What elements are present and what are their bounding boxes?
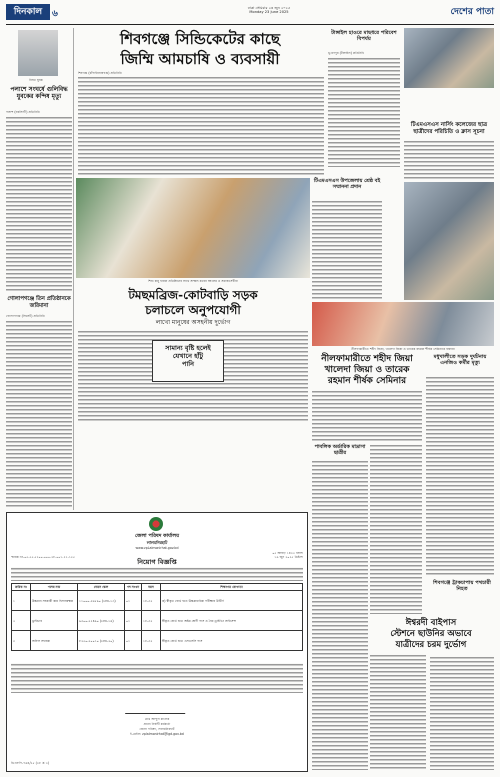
column-body-3 — [370, 444, 422, 614]
shaman-box — [152, 340, 224, 382]
ad-table — [11, 583, 303, 651]
ad-place: লালমনিরহাট — [146, 540, 168, 545]
cell: অফিস সহায়ক — [31, 631, 78, 651]
masthead — [6, 4, 494, 24]
th-qualification: শিক্ষাগত যোগ্যতা — [161, 584, 303, 591]
right-bottom-headline: শিবগঞ্জে ট্রাকচাপায় পথচারী নিহত — [433, 580, 491, 593]
tomo-subhead: লাখো মানুষের অসহনীয় দুর্ভোগ — [155, 319, 231, 326]
cell: ১১০০০-২৬৫৯০ (গ্রেড-১৩) — [78, 591, 125, 611]
cell: ১৮-৩২ — [142, 611, 161, 631]
nilphamari-headline: নীলফামারীতে শহীদ জিয়া — [321, 354, 413, 364]
left-byline: পলাশ (নরসিংদী) প্রতিনিধি — [6, 110, 40, 114]
ad-memo: স্মারক নং-০৫.৫৫.৫২০০.০০০.২৮.০০১.২১-১২৫ — [11, 555, 75, 559]
nilphamari-headline-3: রহমান শীর্ষক সেমিনার — [327, 376, 407, 386]
portrait-photo — [18, 30, 58, 76]
left-headline: পলাশে সংঘর্ষে গুলিবিদ্ধ যুবকের কন্দিষ মৃত্যু — [10, 86, 68, 100]
cell: ০১ — [125, 591, 142, 611]
tomo-headline: টমছমব্রিজ-কোটবাড়ি সড়ক — [128, 288, 258, 302]
right-mid-body — [426, 376, 494, 576]
ishwardi-body — [370, 654, 426, 770]
ad-code: ডিএফপি-৭৬৪/২৫ (৩৮ × ৩) — [11, 761, 50, 765]
right-top-byline: ভূঞাপুর (টাঙ্গাইল) প্রতিনিধি — [328, 51, 365, 55]
th-serial: ক্রমিক নং — [12, 584, 31, 591]
nilphamari-headline-2: খালেদা জিয়া ও তারেক — [324, 365, 410, 375]
cell: স্বীকৃত বোর্ড হতে এসএসসি পাস — [161, 631, 303, 651]
group-photo-caption: শিশু রামু হারান প্রতিষ্ঠানের সাথে সাক্ষাৎ করেন আলেম ও সমাজসেবীরা — [148, 279, 238, 283]
logo: দিনকাল — [6, 4, 50, 20]
right-top-photo — [404, 28, 494, 88]
shaman-line-2: যেখানে হাঁটু — [172, 352, 204, 360]
right-mid-headline: মধুখালীতে সড়ক দুর্ঘটনায় এনজিও কর্মীর মৃত্যু — [433, 354, 487, 367]
photo-caption-left: নিহত যুবক — [29, 78, 43, 82]
cell: ০১ — [125, 611, 142, 631]
shaman-line-1: সামান্য বৃষ্টি হলেই — [165, 344, 211, 352]
mid-headline: টিএমএসএস উপজেলায় শ্রেষ্ঠ বই সম্মাননা প্রদান — [313, 178, 381, 191]
ishwardi-headline-2: স্টেশনে ছাউনির অভাবে — [390, 629, 472, 639]
column-divider-left — [73, 28, 74, 510]
madrasa-headline: পাবলিক অর্ডারিক মাদ্রাসা ছাত্রীর — [314, 444, 366, 457]
ad-date-1: ০৫ আষাঢ় ১৪৩২ বঙ্গাব্দ — [272, 551, 303, 555]
ad-sign-title: প্রধান নির্বাহী কর্মকর্তা — [143, 722, 171, 726]
right-photo-2 — [404, 182, 494, 300]
masthead-rule — [6, 24, 494, 25]
ad-notes — [11, 663, 303, 693]
cell: ৮২৫০-২০০১০ (গ্রেড-২০) — [78, 631, 125, 651]
ad-sign-office: জেলা পরিষদ, লালমনিরহাট — [139, 727, 175, 731]
main-body — [78, 76, 324, 176]
ad-title: নিয়োগ বিজ্ঞপ্তি — [137, 558, 177, 566]
right-story-headline: টিএমএসএস নার্সিং কলেজের ছাত্র ছাত্রীদের পরিচিতি ও ক্লাস সূচনা — [410, 122, 488, 135]
signature-icon — [125, 703, 189, 714]
ad-date-2: ১৯ জুন ২০২৫ খ্রিষ্টাব্দ — [274, 555, 303, 559]
tomo-headline-2: চলাচলে অনুপযোগী — [145, 303, 241, 317]
table-row — [12, 591, 303, 611]
ishwardi-headline-3: যাত্রীদের চরম দুর্ভোগ — [395, 640, 467, 650]
th-post: পদের নাম — [31, 584, 78, 591]
ad-email: ই-মেইল: zplalmonirhat@lgd.gov.bd — [130, 732, 184, 736]
th-pay: বেতন স্কেল — [78, 584, 125, 591]
cell: ক) স্বীকৃত বোর্ড হতে উচ্চমাধ্যমিক পরীক্ষায় উত্তীর্ণ — [161, 591, 303, 611]
left-body-2 — [6, 320, 72, 508]
group-photo — [76, 178, 310, 278]
ad-website: www.zpLalmonirhat.gov.bd — [135, 546, 179, 550]
gov-seal-icon — [149, 517, 163, 531]
ad-sign-name: মোঃ আব্দুল মালেক — [144, 717, 170, 721]
ishwardi-headline: ঈশ্বরদী বাইপাস — [405, 618, 457, 628]
right-top-headline: টাঙ্গাইল হাওরে মাছধরে পরিবেশ বিপর্যয় — [331, 30, 397, 43]
right-story-body — [404, 140, 494, 180]
main-headline-2: জিম্মি আমচাষি ও ব্যবসায়ী — [120, 50, 280, 68]
recruitment-ad — [6, 512, 308, 772]
main-headline-1: শিবগঞ্জে সিন্ডিকেটের কাছে — [119, 30, 281, 48]
cell: ড্রাইভার — [31, 611, 78, 631]
table-row — [12, 611, 303, 631]
cell: ৩ — [12, 631, 31, 651]
main-byline: শিবগঞ্জ (চাঁপাইনবাবগঞ্জ) প্রতিনিধি — [78, 71, 122, 75]
cell: উচ্চমান সহকারী কাম হিসাবরক্ষক — [31, 591, 78, 611]
cell: ০১ — [125, 631, 142, 651]
table-row — [12, 631, 303, 651]
date-english: Monday 23 June 2025 — [249, 10, 289, 14]
cell: স্বীকৃত বোর্ড হতে অষ্টম শ্রেণী পাস ও বৈধ ড্রাইভিং লাইসেন্স — [161, 611, 303, 631]
ad-table-header — [12, 584, 303, 591]
nilphamari-body — [312, 390, 422, 442]
madrasa-body — [312, 460, 368, 770]
cell: ৯৩০০-২২৪৯০ (গ্রেড-১৬) — [78, 611, 125, 631]
left-headline-2: গোলাপগঞ্জে তিন প্রতিষ্ঠানকে জরিমানা — [7, 296, 71, 309]
section-title: দেশের পাতা — [450, 7, 494, 17]
shaman-line-3: পানি — [181, 360, 195, 368]
left-body — [6, 116, 72, 293]
left-byline-2: গোলাপগঞ্জ (সিলেট) প্রতিনিধি — [6, 314, 45, 318]
cell: ১ — [12, 591, 31, 611]
cell: ১৮-৩২ — [142, 631, 161, 651]
nilphamari-photo — [312, 302, 494, 346]
ad-org: জেলা পরিষদ কার্যালয় — [134, 533, 180, 539]
date-bangla: ঢাকা সোমবার ২৩ জুন ২০২৫ — [247, 6, 291, 10]
nilphamari-caption: নীলফামারীতে শহীদ জিয়া, খালেদা জিয়া ও তারেক রহমান শীর্ষক সেমিনারে বক্তারা — [351, 347, 455, 351]
cell: ১৮-৩২ — [142, 591, 161, 611]
mid-body — [312, 200, 382, 300]
ad-intro — [11, 567, 303, 581]
th-count: পদ সংখ্যা — [125, 584, 142, 591]
page-number: ৬ — [52, 9, 58, 19]
right-bottom-body — [430, 656, 494, 770]
right-top-body — [328, 57, 400, 167]
cell: ২ — [12, 611, 31, 631]
th-age: বয়স — [142, 584, 161, 591]
